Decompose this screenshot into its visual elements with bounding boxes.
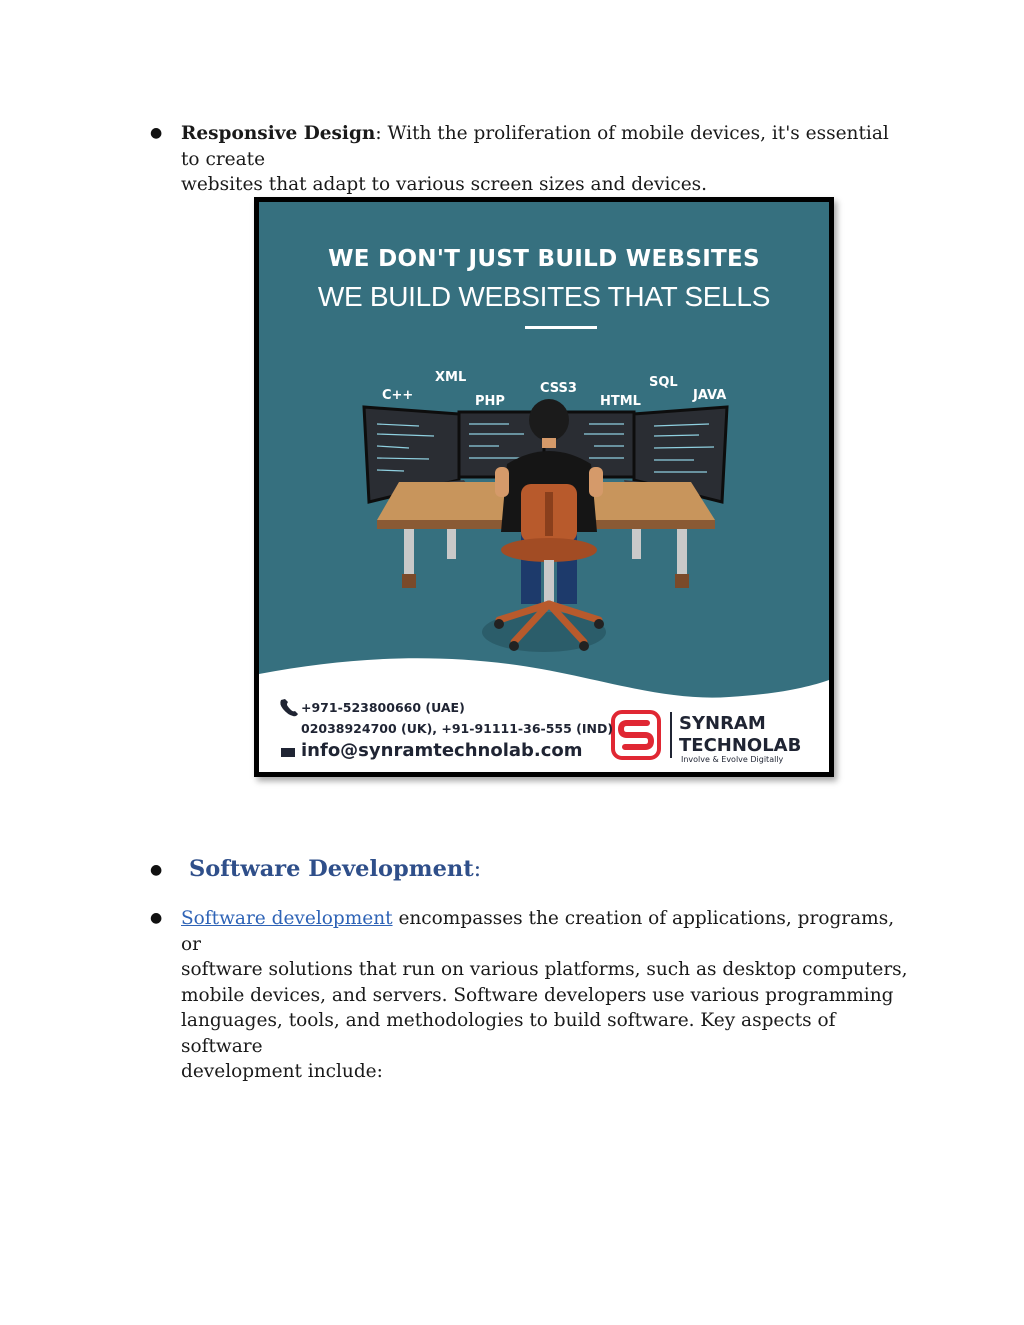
- logo-line-1: SYNRAM: [679, 713, 766, 734]
- banner-headline-1: WE DON'T JUST BUILD WEBSITES: [328, 246, 760, 272]
- software-development-text-2: software solutions that run on various platforms, such as desktop computers,: [181, 959, 908, 980]
- tech-label-css3: CSS3: [540, 381, 577, 396]
- tech-label-php: PHP: [475, 394, 505, 409]
- software-development-text-5: development include:: [181, 1061, 383, 1082]
- software-development-paragraph: [181, 906, 911, 1085]
- responsive-design-text-2: websites that adapt to various screen sizes and devices.: [181, 174, 708, 195]
- mail-icon: [281, 748, 295, 757]
- bullet-marker: ●: [150, 125, 163, 141]
- section-heading-colon: :: [473, 856, 482, 882]
- tech-label-html: HTML: [600, 394, 641, 409]
- contact-phone-uae: +971-523800660 (UAE): [301, 700, 465, 715]
- section-heading-text: Software Development: [189, 856, 474, 882]
- software-development-text-4: languages, tools, and methodologies to build software. Key aspects of software: [181, 1010, 836, 1057]
- promo-banner-image: [254, 197, 834, 777]
- contact-phone-uk-ind: 02038924700 (UK), +91-91111-36-555 (IND): [301, 721, 614, 736]
- logo-line-2: TECHNOLAB: [679, 735, 802, 756]
- responsive-design-paragraph: [181, 121, 911, 198]
- responsive-design-text-1: : With the proliferation of mobile devices, it's essential to create: [181, 123, 889, 170]
- bullet-marker: ●: [150, 910, 163, 926]
- software-development-link[interactable]: Software development: [181, 908, 393, 929]
- software-development-text-1: encompasses the creation of applications, programs, or: [181, 908, 895, 955]
- tech-label-cpp: C++: [382, 388, 414, 403]
- logo-name: [679, 713, 801, 757]
- software-development-text-3: mobile devices, and servers. Software developers use various programming: [181, 984, 894, 1006]
- section-heading-software-development: [189, 856, 481, 882]
- tech-label-sql: SQL: [649, 375, 678, 390]
- responsive-design-term: Responsive Design: [181, 123, 376, 144]
- tech-label-java: JAVA: [693, 388, 727, 403]
- tech-label-xml: XML: [435, 370, 467, 385]
- contact-email: info@synramtechnolab.com: [301, 740, 583, 761]
- logo-tagline: Involve & Evolve Digitally: [681, 755, 784, 764]
- banner-headline-2: WE BUILD WEBSITES THAT SELLS: [317, 281, 771, 312]
- bullet-marker: ●: [150, 862, 163, 878]
